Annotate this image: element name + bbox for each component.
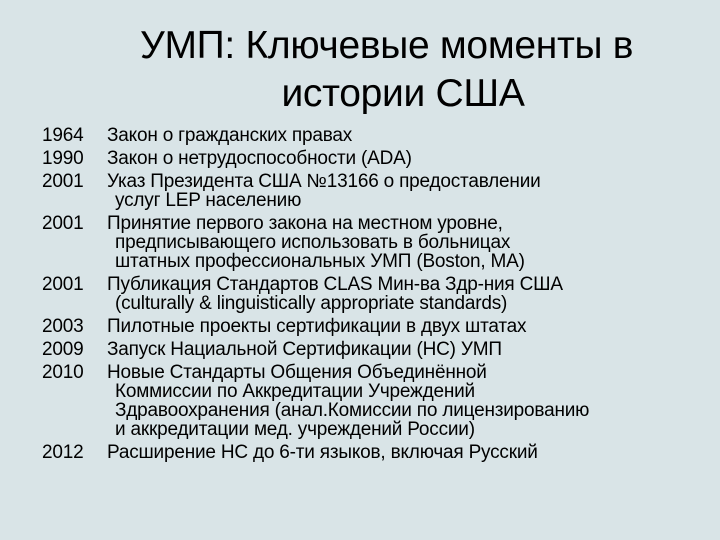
timeline-entry [40, 214, 716, 271]
timeline-description-line: Здравоохранения (анал.Комиссии по лицензированию [115, 400, 590, 421]
timeline-description [107, 317, 716, 336]
timeline-year: 2003 [42, 316, 84, 337]
timeline-description-line: Публикация Стандартов CLAS Мин-ва Здр-ния США [107, 274, 563, 295]
timeline-entry [40, 340, 716, 359]
timeline-description-line: Указ Президента США №13166 о предоставлении [107, 171, 541, 192]
timeline-list [40, 126, 716, 466]
timeline-entry [40, 443, 716, 462]
timeline-description-line: услуг LEP населению [115, 190, 302, 211]
timeline-description-line: Новые Стандарты Общения Объединённой [107, 362, 487, 383]
timeline-year: 1964 [42, 125, 84, 146]
timeline-year: 2009 [42, 339, 84, 360]
timeline-description-line: Принятие первого закона на местном уровне, [107, 213, 503, 234]
slide-title-line-1: УМП: Ключевые моменты в [140, 24, 634, 67]
timeline-entry [40, 275, 716, 313]
timeline-description-line: Расширение НС до 6-ти языков, включая Русский [107, 442, 538, 463]
timeline-year: 1990 [42, 148, 84, 169]
timeline-description-line: и аккредитации мед. учреждений России) [115, 419, 475, 440]
timeline-entry [40, 126, 716, 145]
timeline-description-line: Закон о нетрудоспособности (ADA) [107, 148, 412, 169]
timeline-entry [40, 172, 716, 210]
timeline-description-line: Пилотные проекты сертификации в двух штатах [107, 316, 527, 337]
timeline-year: 2012 [42, 442, 84, 463]
timeline-year: 2001 [42, 213, 84, 234]
timeline-description [107, 126, 716, 145]
timeline-description-line: Закон о гражданских правах [107, 125, 353, 146]
timeline-description [107, 340, 716, 359]
timeline-year: 2001 [42, 171, 84, 192]
timeline-description-line: штатных профессиональных УМП (Boston, MA) [115, 251, 525, 272]
timeline-description [107, 149, 716, 168]
timeline-entry [40, 317, 716, 336]
timeline-description [107, 214, 716, 271]
timeline-description-line: Запуск Нациальной Сертификации (НС) УМП [107, 339, 502, 360]
slide-title-line-2: истории США [281, 72, 525, 115]
slide-title [0, 22, 720, 118]
timeline-description [107, 275, 716, 313]
timeline-description-line: (culturally & linguistically appropriate standards) [115, 293, 508, 314]
timeline-description-line: предписывающего использовать в больницах [115, 232, 511, 253]
timeline-description-line: Коммиссии по Аккредитации Учреждений [115, 381, 475, 402]
timeline-entry [40, 149, 716, 168]
timeline-description [107, 363, 716, 439]
timeline-year: 2001 [42, 274, 84, 295]
timeline-description [107, 443, 716, 462]
timeline-description [107, 172, 716, 210]
timeline-year: 2010 [42, 362, 84, 383]
timeline-entry [40, 363, 716, 439]
